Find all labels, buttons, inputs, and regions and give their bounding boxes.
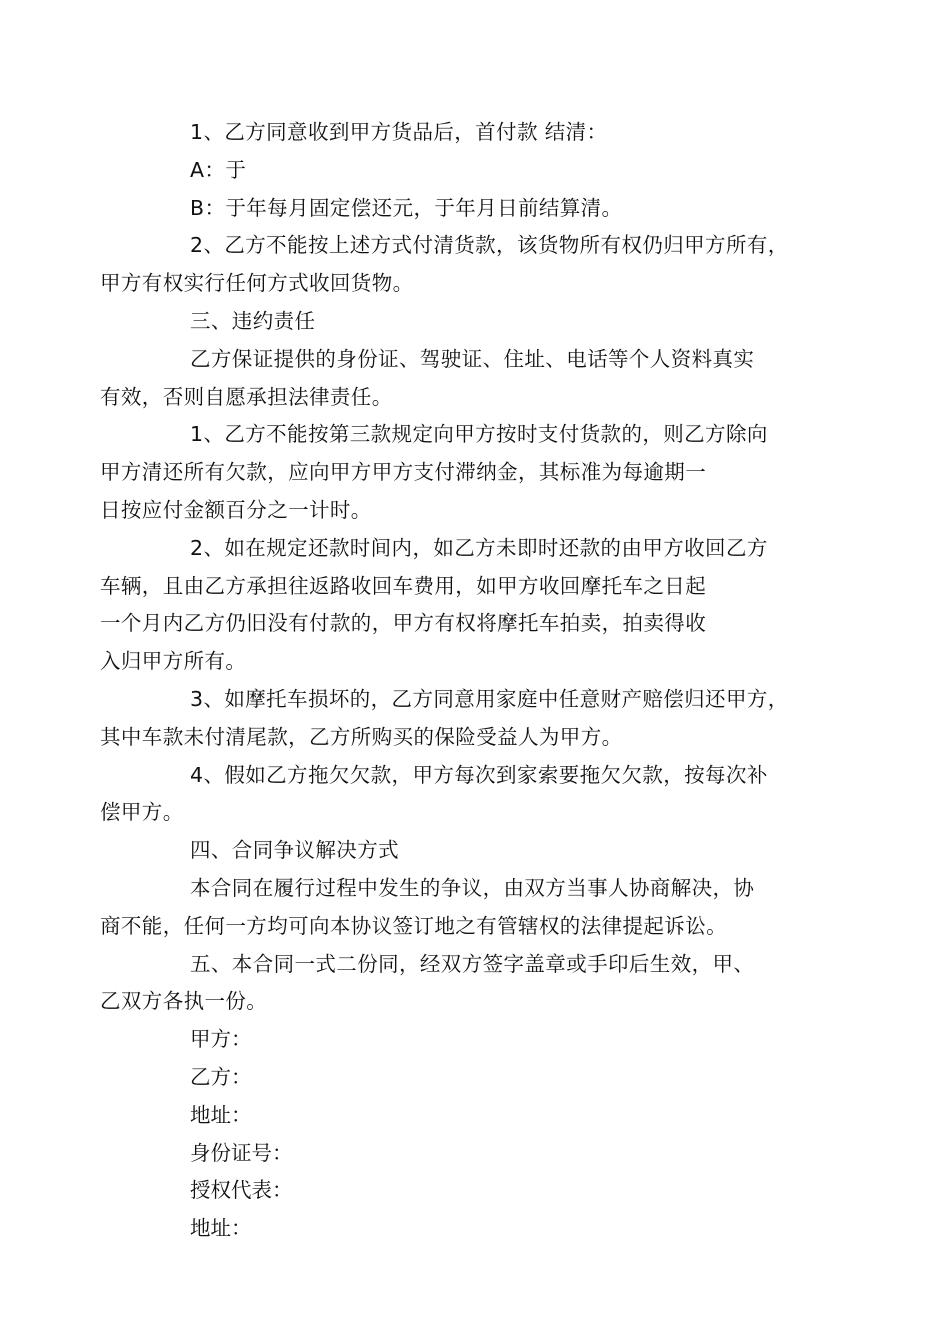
clause-personal-info — [100, 341, 825, 417]
text-line: 一个月内乙方仍旧没有付款的，甲方有权将摩托车拍卖，拍卖得收 — [100, 611, 707, 636]
clause-breach-1 — [100, 416, 825, 529]
text-line: A：于 — [190, 157, 247, 182]
text-line: 甲方有权实行任何方式收回货物。 — [100, 271, 414, 296]
text-line: 有效，否则自愿承担法律责任。 — [100, 384, 393, 409]
text-line: 4、假如乙方拖欠欠款，甲方每次到家索要拖欠欠款，按每次补 — [190, 762, 768, 787]
text-line: 2、乙方不能按上述方式付清货款，该货物所有权仍归甲方所有， — [190, 233, 789, 258]
text-line: 商不能，任何一方均可向本协议签订地之有管辖权的法律提起诉讼。 — [100, 913, 727, 938]
signature-field-representative: 授权代表： — [190, 1178, 293, 1203]
text-line: 四、合同争议解决方式 — [190, 838, 399, 863]
text-line: 其中车款未付清尾款，乙方所购买的保险受益人为甲方。 — [100, 724, 623, 749]
signature-field-id-number: 身份证号： — [190, 1140, 293, 1165]
text-line: 车辆，且由乙方承担往返路收回车费用，如甲方收回摩托车之日起 — [100, 573, 707, 598]
clause-option-a — [145, 152, 825, 190]
text-line: 1、乙方同意收到甲方货品后，首付款 结清： — [190, 120, 608, 144]
text-line: 乙方保证提供的身份证、驾驶证、住址、电话等个人资料真实 — [190, 346, 755, 371]
clause-1-payment — [145, 114, 825, 152]
clause-2-ownership — [100, 227, 825, 303]
text-line: 3、如摩托车损坏的，乙方同意用家庭中任意财产赔偿归还甲方， — [190, 686, 789, 711]
text-line: 2、如在规定还款时间内，如乙方未即时还款的由甲方收回乙方 — [190, 535, 768, 560]
text-line: 1、乙方不能按第三款规定向甲方按时支付货款的，则乙方除向 — [190, 422, 768, 447]
text-line: 三、违约责任 — [190, 308, 316, 333]
text-line: B：于年每月固定偿还元，于年月日前结算清。 — [190, 195, 623, 220]
text-line: 乙双方各执一份。 — [100, 989, 268, 1014]
text-line: 日按应付金额百分之一计时。 — [100, 497, 372, 522]
section-heading-breach — [145, 303, 825, 341]
text-line: 甲方清还所有欠款，应向甲方甲方支付滞纳金，其标准为每逾期一 — [100, 460, 707, 485]
signature-field-address-2: 地址： — [190, 1216, 252, 1241]
document-body — [100, 114, 825, 1248]
text-line: 本合同在履行过程中发生的争议，由双方当事人协商解决，协 — [190, 875, 755, 900]
text-line: 偿甲方。 — [100, 800, 184, 825]
text-line: 五、本合同一式二份同，经双方签字盖章或手印后生效，甲、 — [190, 951, 755, 976]
clause-copies — [100, 946, 825, 1022]
clause-breach-4 — [100, 757, 825, 833]
signature-field-address: 地址： — [190, 1102, 252, 1127]
text-line: 入归甲方所有。 — [100, 649, 247, 674]
signature-block — [145, 1021, 825, 1248]
signature-field-party-a: 甲方： — [190, 1027, 252, 1052]
clause-breach-3 — [100, 681, 825, 757]
clause-dispute — [100, 870, 825, 946]
clause-breach-2 — [100, 530, 825, 681]
clause-option-b — [145, 190, 825, 228]
section-heading-dispute — [145, 832, 825, 870]
signature-field-party-b: 乙方： — [190, 1064, 252, 1089]
